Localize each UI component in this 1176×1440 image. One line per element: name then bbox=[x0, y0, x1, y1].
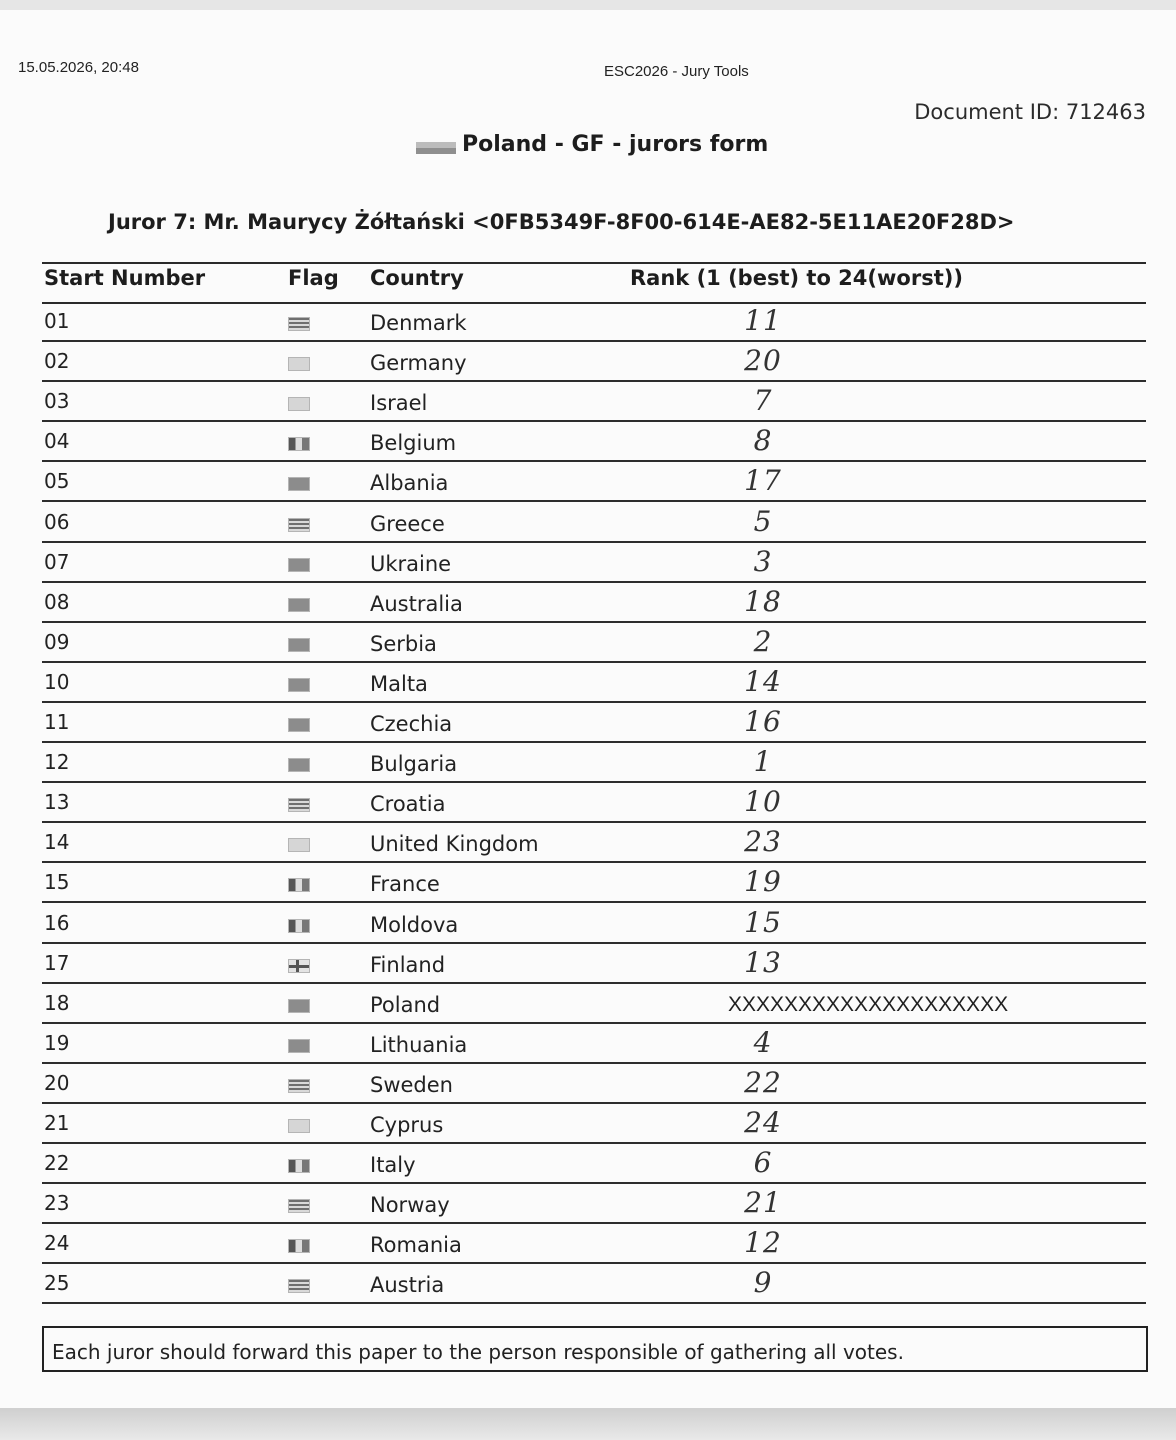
table-row bbox=[42, 1224, 1146, 1264]
start-number: 24 bbox=[44, 1231, 70, 1256]
table-row bbox=[42, 623, 1146, 663]
flag-cyprus-icon bbox=[288, 1119, 310, 1133]
rank-value: 4 bbox=[753, 1025, 773, 1059]
rank-value: 2 bbox=[753, 624, 773, 658]
rank-value: 13 bbox=[744, 945, 782, 979]
rank-value: 15 bbox=[744, 905, 782, 939]
flag-bulgaria-icon bbox=[288, 758, 310, 772]
start-number: 05 bbox=[44, 469, 70, 494]
country-name: Israel bbox=[370, 391, 428, 416]
table-row bbox=[42, 984, 1146, 1024]
column-header-flag: Flag bbox=[288, 266, 339, 290]
country-name: Albania bbox=[370, 471, 449, 496]
table-row bbox=[42, 904, 1146, 944]
rank-value: 19 bbox=[744, 865, 782, 899]
form-title bbox=[416, 132, 768, 157]
start-number: 03 bbox=[44, 389, 70, 414]
country-name: France bbox=[370, 872, 440, 897]
rank-value: 20 bbox=[744, 344, 782, 378]
start-number: 12 bbox=[44, 750, 70, 775]
table-row bbox=[42, 1064, 1146, 1104]
rank-value: XXXXXXXXXXXXXXXXXXXX bbox=[728, 992, 1009, 1016]
document-id: Document ID: 712463 bbox=[914, 100, 1146, 124]
country-name: Croatia bbox=[370, 792, 446, 817]
flag-australia-icon bbox=[288, 598, 310, 612]
flag-moldova-icon bbox=[288, 919, 310, 933]
table-row bbox=[42, 1144, 1146, 1184]
flag-denmark-icon bbox=[288, 317, 310, 331]
start-number: 10 bbox=[44, 669, 70, 694]
rank-value: 18 bbox=[744, 584, 782, 618]
column-header-rank: Rank (1 (best) to 24(worst)) bbox=[630, 266, 963, 290]
rank-value: 24 bbox=[744, 1106, 782, 1139]
country-name: Moldova bbox=[370, 912, 459, 937]
juror-info: Juror 7: Mr. Maurycy Żółtański <0FB5349F-8F00-614E-AE82-5E11AE20F28D> bbox=[108, 210, 1015, 234]
rank-value: 5 bbox=[753, 504, 773, 538]
rank-value: 8 bbox=[753, 424, 773, 458]
flag-italy-icon bbox=[288, 1159, 310, 1173]
start-number: 04 bbox=[44, 429, 70, 454]
flag-finland-icon bbox=[288, 959, 310, 973]
flag-austria-icon bbox=[288, 1279, 310, 1293]
flag-germany-icon bbox=[288, 357, 310, 371]
table-row bbox=[42, 1264, 1146, 1304]
form-title-text: Poland - GF - jurors form bbox=[462, 132, 769, 157]
start-number: 07 bbox=[44, 549, 70, 574]
rank-value: 14 bbox=[744, 664, 782, 698]
flag-sweden-icon bbox=[288, 1079, 310, 1093]
start-number: 16 bbox=[44, 910, 70, 935]
print-page-title: ESC2026 - Jury Tools bbox=[604, 63, 749, 80]
table-row bbox=[42, 302, 1146, 342]
country-name: Serbia bbox=[370, 631, 437, 656]
country-name: Czechia bbox=[370, 712, 453, 736]
table-row bbox=[42, 583, 1146, 623]
table-row bbox=[42, 1024, 1146, 1064]
flag-romania-icon bbox=[288, 1239, 310, 1253]
country-name: Norway bbox=[370, 1193, 450, 1218]
flag-lithuania-icon bbox=[288, 1039, 310, 1053]
rank-value: 9 bbox=[753, 1266, 773, 1300]
country-name: Romania bbox=[370, 1233, 462, 1258]
start-number: 20 bbox=[44, 1070, 70, 1095]
footer-note-box bbox=[42, 1326, 1148, 1372]
start-number: 21 bbox=[44, 1111, 70, 1135]
country-name: Finland bbox=[370, 952, 446, 977]
table-row bbox=[42, 663, 1146, 703]
table-row bbox=[42, 382, 1146, 422]
column-header-start-number: Start Number bbox=[44, 266, 206, 290]
country-name: Germany bbox=[370, 351, 467, 376]
start-number: 19 bbox=[44, 1030, 70, 1055]
rank-value: 7 bbox=[753, 384, 773, 418]
rank-value: 21 bbox=[744, 1186, 782, 1220]
rank-value: 16 bbox=[744, 705, 782, 738]
start-number: 11 bbox=[44, 710, 70, 734]
column-header-country: Country bbox=[370, 266, 464, 290]
start-number: 23 bbox=[44, 1191, 70, 1216]
rank-value: 6 bbox=[753, 1146, 773, 1180]
country-name: Cyprus bbox=[370, 1113, 444, 1137]
table-row bbox=[42, 543, 1146, 583]
start-number: 13 bbox=[44, 790, 70, 815]
table-row bbox=[42, 823, 1146, 863]
table-row bbox=[42, 783, 1146, 823]
flag-poland-icon bbox=[288, 999, 310, 1013]
start-number: 17 bbox=[44, 950, 70, 975]
rank-value: 23 bbox=[744, 825, 782, 859]
start-number: 06 bbox=[44, 509, 70, 534]
rank-value: 12 bbox=[744, 1226, 782, 1260]
table-row bbox=[42, 944, 1146, 984]
country-name: Australia bbox=[370, 591, 463, 616]
flag-israel-icon bbox=[288, 397, 310, 411]
start-number: 22 bbox=[44, 1151, 70, 1176]
rank-value: 17 bbox=[744, 464, 782, 498]
flag-united-kingdom-icon bbox=[288, 838, 310, 852]
table-top-rule bbox=[42, 262, 1146, 264]
flag-croatia-icon bbox=[288, 798, 310, 812]
print-datetime: 15.05.2026, 20:48 bbox=[18, 59, 139, 76]
flag-poland-icon bbox=[416, 142, 456, 154]
table-row bbox=[42, 1184, 1146, 1224]
start-number: 25 bbox=[44, 1271, 70, 1296]
paper-shadow bbox=[0, 1408, 1176, 1440]
rank-value: 11 bbox=[744, 304, 782, 337]
start-number: 15 bbox=[44, 870, 70, 895]
start-number: 14 bbox=[44, 830, 70, 855]
flag-czechia-icon bbox=[288, 718, 310, 732]
country-name: Italy bbox=[370, 1153, 416, 1178]
table-row bbox=[42, 1104, 1146, 1144]
country-name: Malta bbox=[370, 671, 428, 696]
rank-value: 3 bbox=[753, 544, 773, 578]
start-number: 18 bbox=[44, 990, 70, 1015]
country-name: United Kingdom bbox=[370, 832, 539, 857]
flag-belgium-icon bbox=[288, 437, 310, 451]
country-name: Sweden bbox=[370, 1072, 453, 1097]
table-row bbox=[42, 342, 1146, 382]
table-row bbox=[42, 503, 1146, 543]
flag-france-icon bbox=[288, 878, 310, 892]
flag-serbia-icon bbox=[288, 638, 310, 652]
table-row bbox=[42, 703, 1146, 743]
footer-note: Each juror should forward this paper to the person responsible of gathering all votes. bbox=[52, 1340, 904, 1364]
table-row bbox=[42, 422, 1146, 462]
table-row bbox=[42, 462, 1146, 502]
country-name: Denmark bbox=[370, 311, 467, 335]
start-number: 02 bbox=[44, 349, 70, 374]
country-name: Austria bbox=[370, 1273, 445, 1298]
flag-ukraine-icon bbox=[288, 558, 310, 572]
rank-value: 22 bbox=[744, 1065, 782, 1099]
start-number: 01 bbox=[44, 309, 70, 333]
start-number: 08 bbox=[44, 589, 70, 614]
country-name: Belgium bbox=[370, 431, 457, 456]
flag-albania-icon bbox=[288, 477, 310, 491]
country-name: Bulgaria bbox=[370, 752, 458, 777]
country-name: Poland bbox=[370, 992, 441, 1017]
rank-value: 1 bbox=[753, 745, 773, 779]
flag-malta-icon bbox=[288, 678, 310, 692]
flag-norway-icon bbox=[288, 1199, 310, 1213]
start-number: 09 bbox=[44, 629, 70, 654]
table-row bbox=[42, 743, 1146, 783]
country-name: Greece bbox=[370, 511, 445, 536]
table-row bbox=[42, 863, 1146, 903]
country-name: Ukraine bbox=[370, 551, 452, 576]
flag-greece-icon bbox=[288, 518, 310, 532]
country-name: Lithuania bbox=[370, 1032, 468, 1057]
rank-value: 10 bbox=[744, 785, 782, 819]
